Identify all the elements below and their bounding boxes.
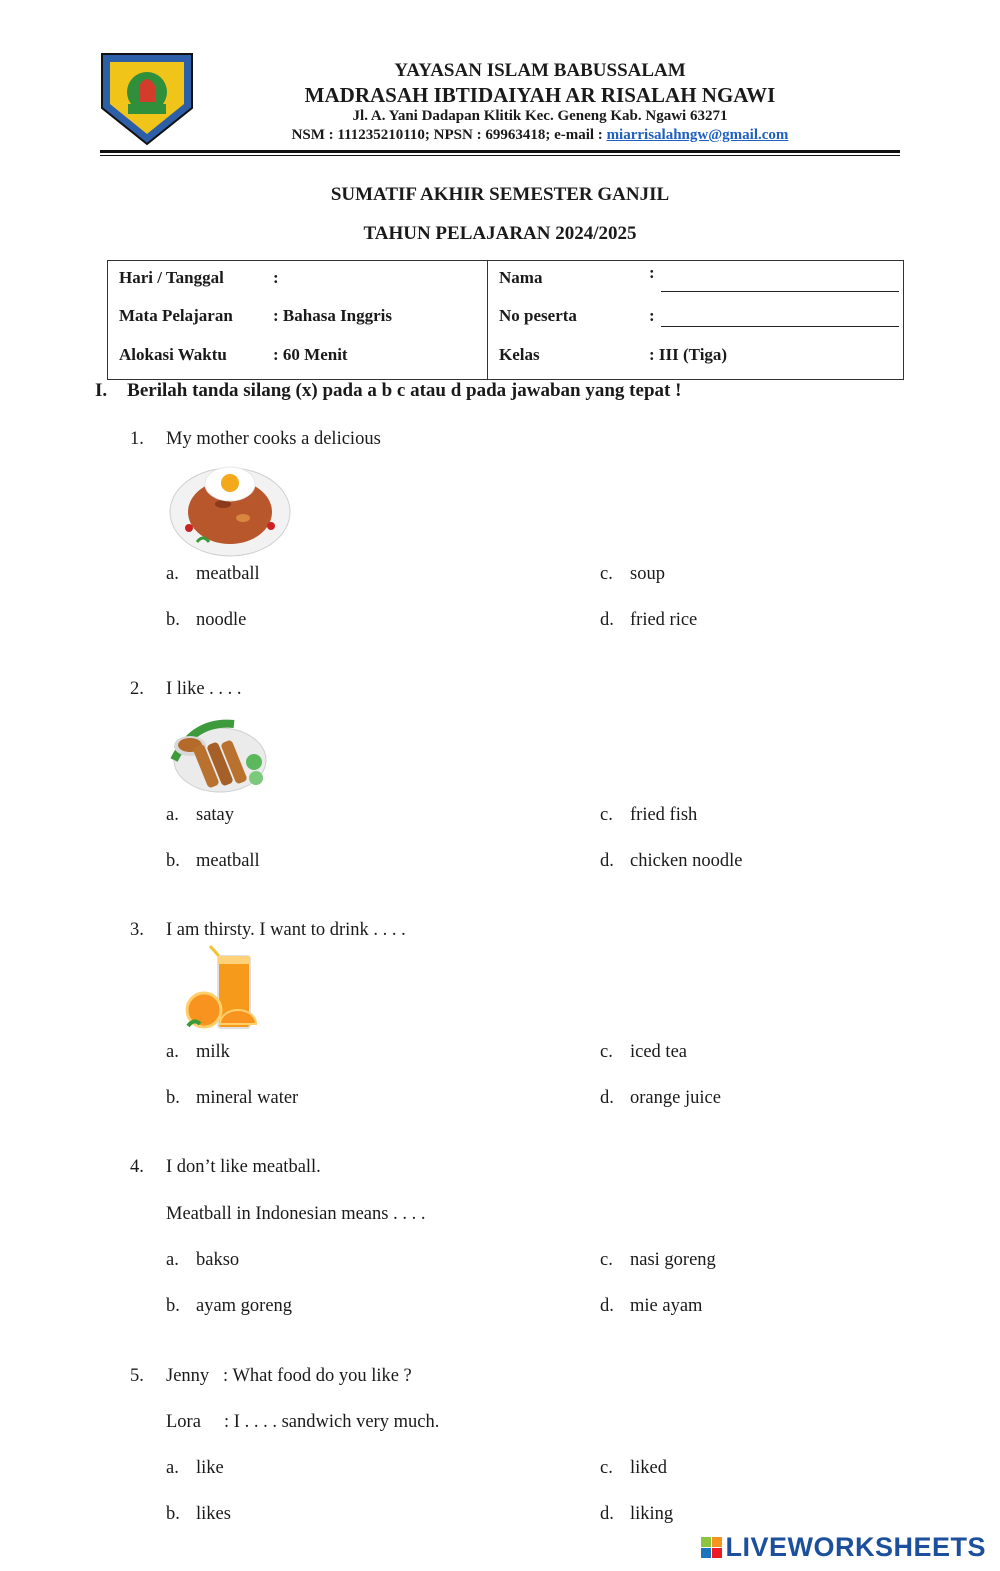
- hari-label: Hari / Tanggal: [119, 268, 224, 287]
- option-letter: d.: [600, 851, 614, 871]
- orange-juice-image: [184, 944, 260, 1038]
- satay-image: [168, 710, 268, 796]
- question-number: 1.: [130, 429, 144, 449]
- option-letter: a.: [166, 805, 179, 825]
- nama-label: Nama: [499, 268, 543, 287]
- liveworksheets-logo-icon: [701, 1537, 722, 1558]
- option-a[interactable]: bakso: [196, 1250, 240, 1270]
- option-letter: b.: [166, 1296, 180, 1316]
- option-c[interactable]: fried fish: [630, 805, 698, 825]
- option-letter: d.: [600, 1504, 614, 1524]
- exam-title: SUMATIF AKHIR SEMESTER GANJIL: [330, 184, 670, 205]
- question-text: I don’t like meatball.: [166, 1157, 321, 1177]
- section-number: I.: [95, 380, 108, 401]
- option-d[interactable]: orange juice: [630, 1088, 721, 1108]
- option-a[interactable]: satay: [196, 805, 235, 825]
- option-b[interactable]: mineral water: [196, 1088, 299, 1108]
- option-a[interactable]: meatball: [196, 564, 260, 584]
- option-a[interactable]: milk: [196, 1042, 230, 1062]
- kelas-value: : III (Tiga): [649, 345, 728, 364]
- ids-text: NSM : 111235210110; NPSN : 69963418; e-mail :: [291, 127, 607, 143]
- option-c[interactable]: iced tea: [630, 1042, 687, 1062]
- fried-rice-image: [167, 456, 293, 560]
- peserta-label: No peserta: [499, 306, 577, 325]
- mapel-label: Mata Pelajaran: [119, 306, 233, 325]
- option-b[interactable]: ayam goreng: [196, 1296, 293, 1316]
- question-number: 4.: [130, 1157, 144, 1177]
- option-d[interactable]: liking: [630, 1504, 674, 1524]
- option-c[interactable]: nasi goreng: [630, 1250, 716, 1270]
- option-letter: d.: [600, 610, 614, 630]
- waktu-value: : 60 Menit: [273, 345, 348, 364]
- kelas-label: Kelas: [499, 345, 540, 364]
- option-d[interactable]: chicken noodle: [630, 851, 743, 871]
- option-letter: b.: [166, 1088, 180, 1108]
- email-link[interactable]: miarrisalahngw@gmail.com: [606, 127, 789, 143]
- school-name: MADRASAH IBTIDAIYAH AR RISALAH NGAWI: [304, 83, 776, 107]
- section-instruction: [95, 380, 681, 402]
- waktu-label: Alokasi Waktu: [119, 345, 227, 364]
- hari-value: :: [273, 268, 279, 287]
- option-letter: d.: [600, 1296, 614, 1316]
- mapel-value: : Bahasa Inggris: [273, 306, 393, 325]
- header-divider-thick: [100, 150, 900, 153]
- option-letter: d.: [600, 1088, 614, 1108]
- option-letter: c.: [600, 564, 613, 584]
- option-letter: b.: [166, 1504, 180, 1524]
- option-letter: b.: [166, 610, 180, 630]
- nama-field-line[interactable]: [661, 291, 899, 292]
- option-letter: a.: [166, 564, 179, 584]
- option-letter: a.: [166, 1042, 179, 1062]
- school-address: Jl. A. Yani Dadapan Klitik Kec. Geneng Kab. Ngawi 63271: [352, 108, 728, 124]
- question-subtext: Lora : I . . . . sandwich very much.: [166, 1412, 440, 1432]
- option-c[interactable]: soup: [630, 564, 665, 584]
- question-number: 2.: [130, 679, 144, 699]
- option-a[interactable]: like: [196, 1458, 224, 1478]
- option-c[interactable]: liked: [630, 1458, 667, 1478]
- foundation-name: YAYASAN ISLAM BABUSSALAM: [394, 60, 686, 81]
- peserta-field-line[interactable]: [661, 326, 899, 327]
- nama-colon: :: [649, 263, 655, 282]
- option-letter: c.: [600, 1458, 613, 1478]
- instruction-text: Berilah tanda silang (x) pada a b c atau d pada jawaban yang tepat !: [127, 380, 682, 401]
- option-b[interactable]: likes: [196, 1504, 231, 1524]
- question-subtext: Meatball in Indonesian means . . . .: [166, 1204, 426, 1224]
- option-b[interactable]: noodle: [196, 610, 247, 630]
- school-ids: [200, 127, 880, 144]
- option-letter: c.: [600, 1250, 613, 1270]
- option-letter: a.: [166, 1250, 179, 1270]
- info-table-divider: [487, 261, 488, 379]
- option-b[interactable]: meatball: [196, 851, 260, 871]
- question-number: 3.: [130, 920, 144, 940]
- exam-year: TAHUN PELAJARAN 2024/2025: [363, 223, 637, 244]
- option-letter: c.: [600, 1042, 613, 1062]
- question-text: I like . . . .: [166, 679, 242, 699]
- school-logo: [98, 50, 196, 148]
- header-divider-thin: [100, 155, 900, 156]
- option-letter: c.: [600, 805, 613, 825]
- option-letter: a.: [166, 1458, 179, 1478]
- question-text: I am thirsty. I want to drink . . . .: [166, 920, 406, 940]
- option-d[interactable]: mie ayam: [630, 1296, 703, 1316]
- peserta-colon: :: [649, 306, 655, 325]
- question-text: My mother cooks a delicious: [166, 429, 381, 449]
- option-d[interactable]: fried rice: [630, 610, 698, 630]
- liveworksheets-watermark[interactable]: [701, 1532, 986, 1563]
- question-number: 5.: [130, 1366, 144, 1386]
- question-text: Jenny : What food do you like ?: [166, 1366, 412, 1386]
- watermark-text: LIVEWORKSHEETS: [725, 1532, 986, 1562]
- option-letter: b.: [166, 851, 180, 871]
